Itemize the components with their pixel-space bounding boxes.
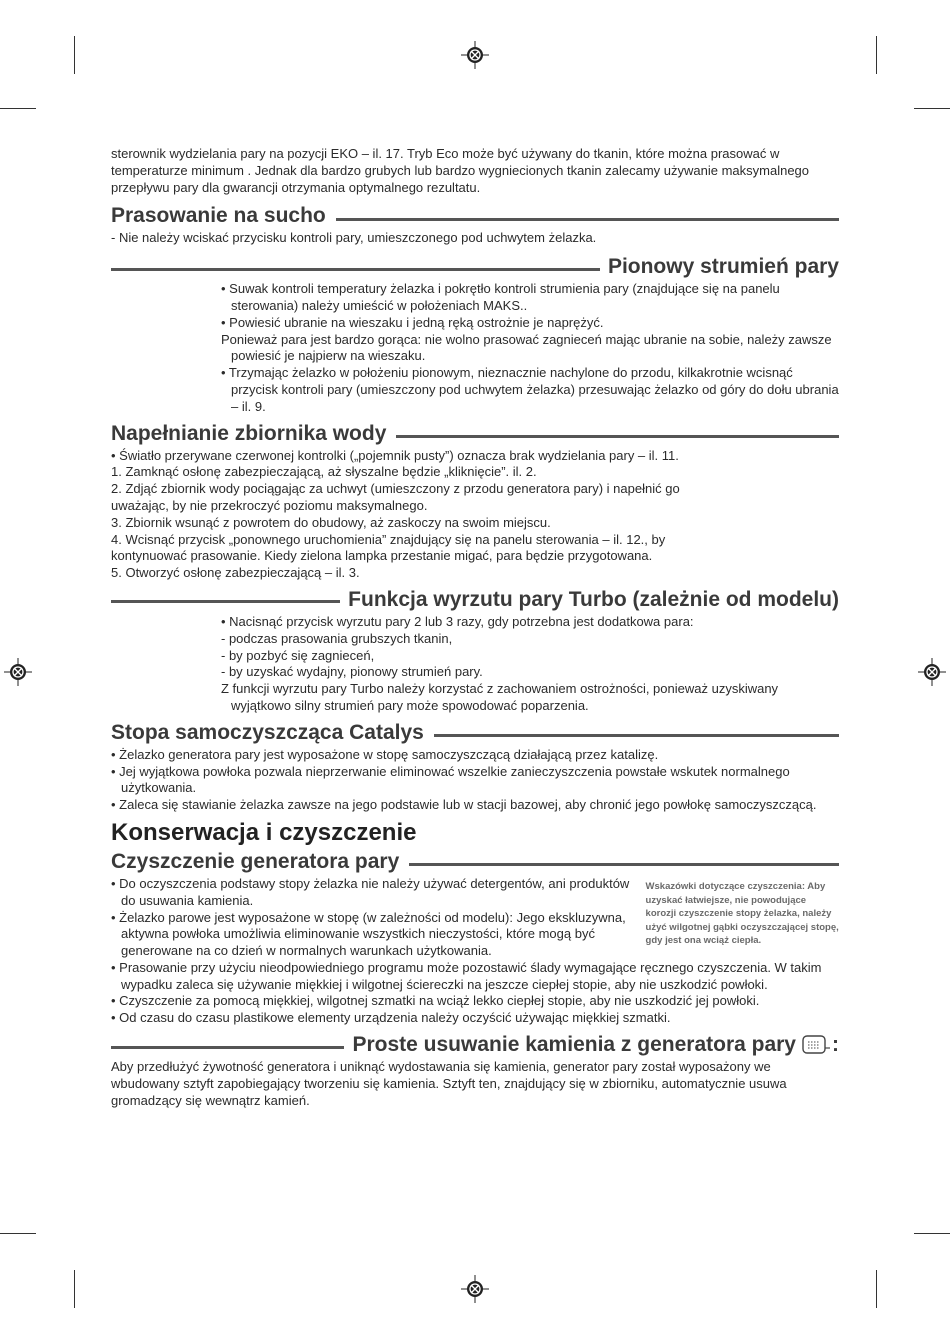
- heading-text: Pionowy strumień pary: [607, 255, 839, 279]
- heading-rule: [434, 734, 839, 737]
- list-item: 3. Zbiornik wsunąć z powrotem do obudowy, aż zaskoczy na swoim miejscu.: [111, 514, 551, 530]
- registration-mark-icon: [461, 1275, 489, 1303]
- list-item: 1. Zamknąć osłonę zabezpieczającą, aż słyszalne będzie „kliknięcie”. il. 2.: [111, 464, 537, 480]
- crop-mark: [876, 36, 877, 74]
- page-content: [111, 146, 839, 1109]
- heading-rule: [409, 863, 839, 866]
- list-item: 5. Otworzyć osłonę zabezpieczającą – il. 3.: [111, 565, 360, 581]
- crop-mark: [914, 108, 950, 109]
- turbo-list: [111, 614, 839, 715]
- intro-paragraph: sterownik wydzielania pary na pozycji EKO – il. 17. Tryb Eco może być używany do tkanin, które można prasować w temperaturze minimum . Jednak dla bardzo grubych lub bardzo wygniecionych tkanin zalecamy używanie maksymalnego przepływu pary dla gwarancji otrzymania optymalnego rezultatu.: [111, 146, 810, 195]
- crop-mark: [0, 1233, 36, 1234]
- heading-rule: [111, 268, 600, 271]
- list-item: • Powiesić ubranie na wieszaku i jedną ręką ostrożnie je naprężyć.: [221, 314, 604, 330]
- cleaning-list: [111, 876, 632, 960]
- crop-mark: [0, 108, 36, 109]
- chapter-title: Konserwacja i czyszczenie: [111, 818, 417, 846]
- registration-mark-icon: [4, 658, 32, 686]
- descaling-icon: [800, 1033, 832, 1057]
- section-heading-descaling: [111, 1031, 839, 1059]
- cleaning-list-full: [111, 960, 839, 1027]
- list-item: • Od czasu do czasu plastikowe elementy urządzenia należy oczyścić używając miękkiej szmatki.: [111, 1010, 671, 1026]
- list-item: 4. Wcisnąć przycisk „ponownego uruchomienia” znajdujący się na panelu sterowania – il. 12., by kontynuować prasowanie. Kiedy zielona lampka przestanie migać, para będzie przygotowana.: [111, 531, 666, 564]
- list-item: • Światło przerywane czerwonej kontrolki („pojemnik pusty”) oznacza brak wydzielania pary – il. 11.: [111, 447, 679, 463]
- crop-mark: [876, 1270, 877, 1308]
- filling-tank-list: [111, 448, 731, 582]
- cleaning-block: [111, 876, 839, 960]
- section-heading-filling-tank: [111, 420, 839, 448]
- section-heading-vertical-steam: [111, 253, 839, 281]
- list-item: 2. Zdjąć zbiornik wody pociągając za uchwyt (umieszczony z przodu generatora pary) i napełnić go uważając, by nie przekroczyć poziomu maksymalnego.: [111, 481, 680, 513]
- cleaning-tip-note: Wskazówki dotyczące czyszczenia: Aby uzyskać łatwiejsze, nie powodujące korozji czyszczenie stopy żelazka, należy użyć wilgotnej gąbki oczyszczającej stopę, gdy jest ona wciąż ciepła.: [645, 880, 839, 947]
- section-heading-dry-ironing: [111, 202, 839, 230]
- crop-mark: [74, 36, 75, 74]
- list-item: Z funkcji wyrzutu pary Turbo należy korzystać z zachowaniem ostrożności, ponieważ uzyskiwany wyjątkowo silny strumień pary może spowodować poparzenia.: [221, 681, 779, 713]
- descaling-text: Aby przedłużyć żywotność generatora i uniknąć wydostawania się kamienia, generator pary został wyposażony we wbudowany sztyft zapobiegający tworzeniu się kamienia. Sztyft ten, znajdujący się w zbiorniku, automatycznie usuwa gromadzący się wewnątrz kamień.: [111, 1059, 787, 1108]
- list-item: • Nacisnąć przycisk wyrzutu pary 2 lub 3 razy, gdy potrzebna jest dodatkowa para:: [221, 613, 694, 629]
- heading-text: Stopa samoczyszcząca Catalys: [111, 720, 424, 744]
- list-item: - by pozbyć się zagnieceń,: [221, 647, 375, 663]
- crop-mark: [74, 1270, 75, 1308]
- list-item: - by uzyskać wydajny, pionowy strumień pary.: [221, 664, 483, 680]
- registration-mark-icon: [461, 41, 489, 69]
- crop-mark: [914, 1233, 950, 1234]
- section-heading-catalys: [111, 719, 839, 747]
- heading-rule: [111, 600, 340, 603]
- dry-ironing-text: - Nie należy wciskać przycisku kontroli pary, umieszczonego pod uchwytem żelazka.: [111, 230, 597, 246]
- heading-text: Napełnianie zbiornika wody: [111, 421, 387, 445]
- list-item: • Do oczyszczenia podstawy stopy żelazka nie należy używać detergentów, ani produktów do usuwania kamienia.: [111, 875, 630, 908]
- section-heading-cleaning: [111, 848, 839, 876]
- heading-rule: [396, 435, 839, 438]
- section-heading-turbo: [111, 586, 839, 614]
- list-item: • Żelazko generatora pary jest wyposażone w stopę samoczyszczącą działającą przez katalizę.: [111, 746, 659, 762]
- heading-text: Prasowanie na sucho: [111, 204, 326, 228]
- heading-text: Funkcja wyrzutu pary Turbo (zależnie od modelu): [348, 587, 839, 611]
- list-item: - podczas prasowania grubszych tkanin,: [221, 630, 453, 646]
- catalys-list: [111, 747, 839, 814]
- heading-text: Proste usuwanie kamienia z generatora pary: [352, 1033, 796, 1057]
- list-item: • Żelazko parowe jest wyposażone w stopę (w zależności od modelu): Jego ekskluzywna, aktywna powłoka umożliwia eliminowanie wszystkich nieczystości, które mogą być generowane na co dzień w normalnych warunkach użytkowania.: [111, 909, 626, 959]
- list-item: • Czyszczenie za pomocą miękkiej, wilgotnej szmatki na wciąż lekko ciepłej stopie, aby nie uszkodzić jej powłoki.: [111, 993, 760, 1009]
- list-item: • Zaleca się stawianie żelazka zawsze na jego podstawie lub w stacji bazowej, aby chronić jego powłokę samoczyszczącą.: [111, 797, 817, 813]
- heading-text: Czyszczenie generatora pary: [111, 849, 400, 873]
- list-item: • Prasowanie przy użyciu nieodpowiedniego programu może pozostawić ślady wymagające ręcznego czyszczenia. W takim wypadku zaleca się używanie miękkiej i wilgotnej ściereczki na jeszcze ciepłej stopie, aby nie uszkodzić powłoki.: [111, 959, 822, 992]
- vertical-steam-list: [111, 281, 839, 415]
- registration-mark-icon: [918, 658, 946, 686]
- list-item: • Suwak kontroli temperatury żelazka i pokrętło kontroli strumienia pary (znajdujące się na panelu sterowania) należy umieścić w położeniach MAKS..: [221, 281, 780, 313]
- heading-suffix: :: [832, 1033, 839, 1057]
- list-item: • Trzymając żelazko w położeniu pionowym, nieznacznie nachylone do przodu, kilkakrotnie wcisnąć przycisk kontroli pary (umieszczony pod uchwytem żelazka) przesuwając żelazko od góry do dołu ubrania – il. 9.: [221, 365, 839, 414]
- list-item: • Jej wyjątkowa powłoka pozwala nieprzerwanie eliminować wszelkie zanieczyszczenia powstałe wskutek normalnego użytkowania.: [111, 763, 790, 796]
- heading-rule: [111, 1046, 344, 1049]
- heading-rule: [336, 218, 839, 221]
- list-item: Ponieważ para jest bardzo gorąca: nie wolno prasować zagnieceń mając ubranie na sobie, należy zawsze powiesić je najpierw na wieszaku.: [221, 331, 832, 364]
